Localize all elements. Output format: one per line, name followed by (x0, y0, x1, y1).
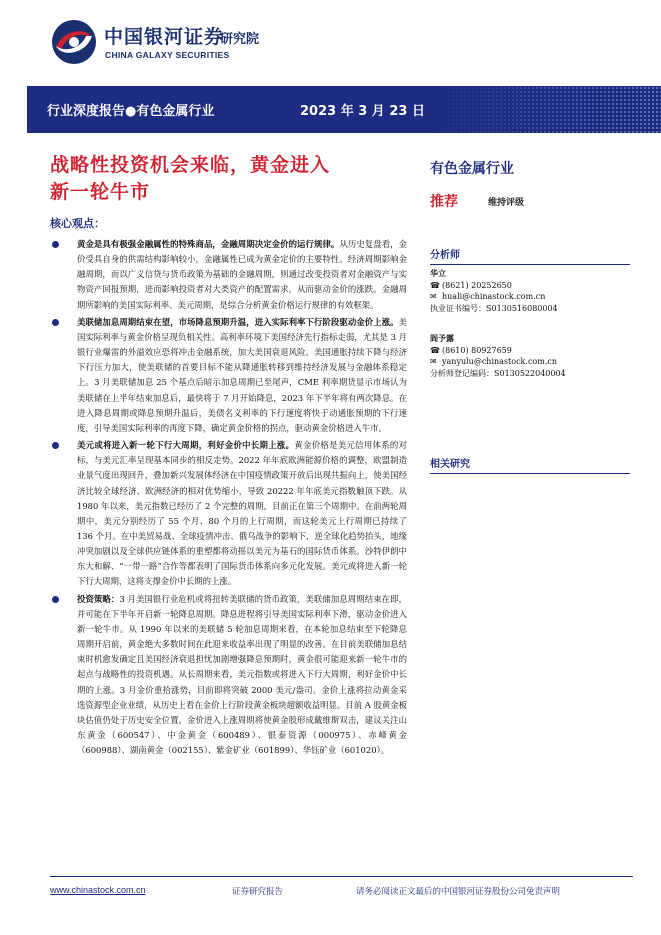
report-title-line: 战略性投资机会来临，黄金进入 (50, 154, 331, 176)
brand-name-cn: 中国银河证券 (104, 26, 225, 48)
point-text: 美国实际利率与黄金价格呈现负相关性。高利率环境下美国经济先行指标走弱，尤其是 3 月银行业爆雷的外溢效应恐将冲击金融系统，加大美国衰退风险。美国通胀持续下降与经济下行压力加大，使美联储的首要目标不能从降通胀转移到维持经济发展与金融体系稳定上。3 月美联储加息 25 个基点后暗示加息周期已至尾声，CME 利率期货显示市场认为美联储在上半年结束加息后，最快将于 7 月开始降息，2023 年下半年将有两次降息。在进入降息周期或降息预期升温后，美债名义利率的下行速度将快于动通胀预期的下行速度，引导美国实际利率的再度下降，确定黄金价格的拐点，驱动黄金价格进入牛市。 (77, 316, 407, 433)
brand-logo (50, 14, 280, 70)
banner-dot-pattern (427, 86, 661, 133)
point-lead: 美元或将进入新一轮下行大周期，利好金价中长期上涨。 (77, 440, 295, 451)
sector-name: 有色金属行业 (430, 161, 514, 177)
bullet-icon (52, 596, 59, 603)
report-date: 2023 年 3 月 23 日 (300, 104, 425, 119)
report-type-label: 行业深度报告●有色金属行业 (47, 104, 215, 119)
footer-disclaimer: 请务必阅读正文最后的中国银河证券股份公司免责声明 (356, 887, 561, 897)
email-icon: ✉ (430, 357, 437, 366)
point-lead: 投资策略： (77, 593, 120, 604)
footer-report-type: 证券研究报告 (232, 887, 284, 897)
rating-note: 维持评级 (488, 198, 525, 208)
point-text: 黄金价格是美元信用体系的对标，与美元汇率呈现基本同步的相反走势。2022 年年底欧洲能源价格的调整，欧盟制造业景气度出现回升，叠加新兴发展体经济在中国疫情政策开放后出现共振向上，使美国经济比较全球经济、欧洲经济的相对优势缩小，导致 20222 年年底美元指数触顶下跌。从 1980 年以来，美元指数已经历了 2 个完整的周期，目前正在第三个周期中。在前两轮周期中，美元分别经历了 55 个月、80 个月的上行周期，而这轮美元上行周期已持续了 136 个月。在中美贸易战、全球疫情冲击、俄乌战争的影响下，逆全球化趋势抬头，地缘冲突加剧以及全球供应链体系的重塑都将动摇以美元为基石的国际货币体系。沙特伊朗中东大和解、“一带一路”合作等都表明了国际货币体系向多元化发展。美元或将进入新一轮下行大周期，这将支撑金价中长期的上涨。 (77, 440, 407, 587)
phone-icon: ☎ (430, 280, 440, 290)
point-lead: 黄金是具有极强金融属性的特殊商品，金融周期决定金价的运行规律。 (77, 239, 340, 249)
core-points-list (50, 237, 407, 760)
galaxy-swirl-logo-icon (50, 18, 98, 66)
point-text: 3 月美国银行业危机或将扭转美联储的货币政策，美联储加息周期结束在即，并可能在下半年开启新一轮降息周期。降息进程将引导美国实际利率下滑，驱动金价进入新一轮牛市。从 1990 年以来的美联储 5 轮加息周期来看，在本轮加息结束至下轮降息周期开启前，黄金绝大多数时间在此迎来收益率出现了明显的改善。在目前美联储加息结束时机愈发确定且美国经济衰退担忧加剧增强降息预期时，黄金很可能迎来新一轮牛市的起点与战略性的投资机遇。从长周期来看，美元指数或将进入下行大周期，利好金价中长期的上涨。3 月金价重拾涨势，目前即将突破 2000 美元/盎司。金价上涨将拉动黄金采选资源型企业业绩，从历史上看在金价上行阶段黄金板块超额收益明显。目前 A 股黄金板块估值仍处于历史安全位置，金价进入上涨周期将使黄金股形成戴维斯双击，建议关注山东黄金（600547）、中金黄金（600489）、银泰资源（000975）、赤峰黄金（600988）、湖南黄金（002155）、紫金矿业（601899）、华钰矿业（601020）。 (77, 593, 407, 756)
list-item (50, 315, 407, 436)
footer-website-link[interactable]: www.chinastock.com.cn (50, 885, 146, 895)
analyst-email[interactable]: yanyulu@chinastock.com.cn (442, 357, 558, 366)
list-item (50, 237, 407, 313)
report-title-line: 新一轮牛市 (50, 181, 151, 203)
analyst-phone: (8621) 20252650 (442, 280, 512, 290)
analyst-card (430, 333, 640, 379)
analyst-email[interactable]: huali@chinastock.com.cn (442, 292, 546, 301)
analyst-card (430, 268, 640, 314)
bullet-icon (52, 241, 59, 248)
phone-icon: ☎ (430, 345, 440, 355)
list-item (50, 438, 407, 590)
analyst-name: 华立 (430, 268, 446, 278)
analyst-name: 阎予露 (430, 333, 454, 343)
report-title (50, 152, 405, 206)
analyst-cert: 分析师登记编码：S0130522040004 (430, 368, 566, 378)
report-banner (27, 86, 661, 133)
core-views-label: 核心观点： (50, 217, 105, 230)
point-text: 从历史复盘看，金价受具自身的供需结构影响较小，金融属性已成为黄金定价的主要特性。经济周期影响金融周期，而以广义信贷与货币政策为基础的金融周期，则通过改变投资者对金融资产与实物资产回报预期，进而影响投资者对大类资产的配置需求，从而驱动金价的涨跌。金融周期所影响的美国实际利率、美元周期，是综合分析黄金价格运行规律的有效框架。 (77, 239, 408, 310)
analyst-header: 分析师 (430, 246, 630, 265)
list-item (50, 592, 407, 759)
analyst-phone: (8610) 80927659 (442, 345, 512, 355)
bullet-icon (52, 319, 59, 326)
brand-name-en: CHINA GALAXY SECURITIES (105, 50, 230, 60)
email-icon: ✉ (430, 292, 437, 301)
related-research-header: 相关研究 (430, 455, 630, 474)
footer-divider (50, 876, 633, 877)
analyst-cert: 执业证书编号：S0130516080004 (430, 303, 558, 313)
rating-label: 推荐 (430, 194, 458, 210)
point-lead: 美联储加息周期结束在望，市场降息预期升温，进入实际利率下行阶段驱动金价上涨。 (77, 316, 399, 327)
brand-institute: 研究院 (220, 32, 260, 47)
bullet-icon (52, 442, 59, 449)
